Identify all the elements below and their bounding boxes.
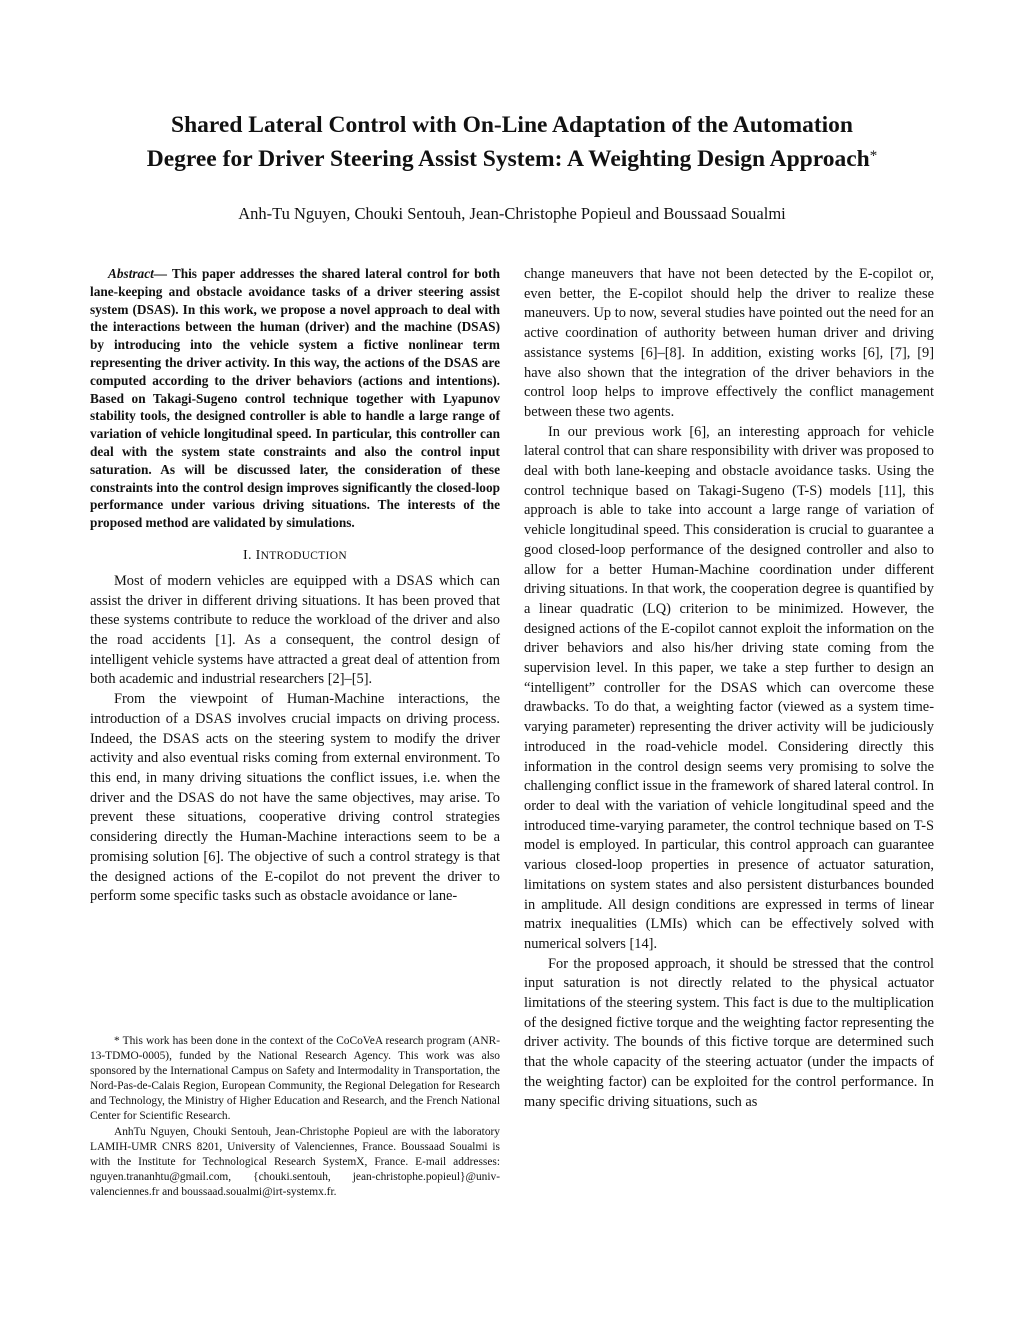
intro-paragraph-2: From the viewpoint of Human-Machine interactions, the introduction of a DSAS involves crucial impacts on driving process. Indeed, the DSAS acts on the steering system to modify the driver activity and also eventual risks coming from external environment. To this end, in many driving situations the conflict issues, i.e. when the driver and the DSAS do not have the same objectives, may arise. To prevent these situations, cooperative driving control strategies considering directly the Human-Machine interactions seem to be a promising solution [6]. The objective of such a control strategy is that the designed actions of the E-copilot do not prevent the driver to perform some specific tasks such as obstacle avoidance or lane- xyxy=(90,691,500,905)
footnote-affiliations: AnhTu Nguyen, Chouki Sentouh, Jean-Christophe Popieul are with the laboratory LAMIH-UMR CNRS 8201, University of Valenciennes, France. Boussaad Soualmi is with the Institute for Technological Research SystemX, France. E-mail addresses: nguyen.trananhtu@gmail.com, {chouki.sentouh, jean-christophe.popieul}@univ-valenciennes.fr and boussaad.soualmi@irt-systemx.fr. xyxy=(90,1125,500,1198)
author-list: Anh-Tu Nguyen, Chouki Sentouh, Jean-Christophe Popieul and Boussaad Soualmi xyxy=(238,204,786,223)
section-heading-introduction xyxy=(90,548,500,564)
title-line-2-text: Degree for Driver Steering Assist System: A Weighting Design Approach xyxy=(146,146,870,172)
abstract-label: Abstract— xyxy=(108,266,168,281)
title-line-2 xyxy=(60,141,964,175)
footnote-funding: * This work has been done in the context of the CoCoVeA research program (ANR-13-TDMO-0005), funded by the National Research Agency. This work was also sponsored by the International Campus on Safety and Intermodality in Transportation, the Nord-Pas-de-Calais Region, European Community, the Regional Delegation for Research and Technology, the Ministry of Higher Education and Research, and the French National Center for Scientific Research. xyxy=(90,1035,500,1123)
section-title-rest: NTRODUCTION xyxy=(260,549,347,562)
title-footnote-mark: * xyxy=(869,148,878,164)
intro-paragraph-4: For the proposed approach, it should be stressed that the control input saturation is not directly related to the physical actuator limitations of the steering system. This fact is due to the multiplication of the designed fictive torque and the weighting factor representing the driver activity. The bounds of this fictive torque are determined such that the whole capacity of the steering actuator (under the impacts of the weighting factor) can be exploited for the control performance. In many specific driving situations, such as xyxy=(524,955,934,1110)
abstract xyxy=(90,265,500,532)
left-column xyxy=(90,265,500,907)
intro-paragraph-1: Most of modern vehicles are equipped with a DSAS which can assist the driver in different driving situations. It has been proved that these systems contribute to reduce the workload of the driver and also the road accidents [1]. As a consequent, the control design of intelligent vehicle systems have attracted a great deal of attention from both academic and industrial researchers [2]–[5]. xyxy=(90,572,500,688)
footnotes xyxy=(90,1034,500,1200)
abstract-text: This paper addresses the shared lateral control for both lane-keeping and obstacle avoidance tasks of a driver steering assist system (DSAS). In this work, we propose a novel approach to deal with the interactions between the human (driver) and the machine (DSAS) by introducing into the vehicle system a fictive nonlinear term representing the driver activity. In this way, the actions of the DSAS are computed according to the driver behaviors (actions and intentions). Based on Takagi-Sugeno control technique together with Lyapunov stability tools, the designed controller is able to handle a large range of variation of vehicle longitudinal speed. In particular, this controller can deal with the system state constraints and also the control input saturation. As will be discussed later, the consideration of these constraints into the control design improves significantly the closed-loop performance under various driving situations. The interests of the proposed method are validated by simulations. xyxy=(90,266,500,531)
section-number: I. xyxy=(243,547,252,563)
intro-paragraph-3: In our previous work [6], an interesting approach for vehicle lateral control that can share responsibility with driver was proposed to deal with both lane-keeping and obstacle avoidance tasks. Using the control technique based on Takagi-Sugeno (T-S) models [11], this approach is able to take into account a large range of variation of vehicle longitudinal speed. This consideration is crucial to guarantee a good closed-loop performance of the designed controller and also to allow for a better Human-Machine coordination under different driving situations. In that work, the cooperation degree is quantified by a linear quadratic (LQ) criterion to be minimized. However, the designed actions of the E-copilot cannot exploit the information on the driver behaviors and also his/her driving state coming from the supervision level. In this paper, we take a step further to design an “intelligent” controller for the DSAS which can overcome these drawbacks. To do that, a weighting factor (viewed as a system time-varying parameter) representing the driver activity will be judiciously introduced in the road-vehicle model. Considering directly this information in the control design seems very promising to solve the challenging conflict issue in the framework of shared lateral control. In order to deal with the variation of vehicle longitudinal speed and the introduced time-varying parameter, the control technique based on T-S model is employed. In particular, this control approach can guarantee various closed-loop properties in presence of actuator saturation, limitations on system states and also persistent disturbances bounded in amplitude. All design conditions are expressed in terms of linear matrix inequalities (LMIs) which can be effectively solved with numerical solvers [14]. xyxy=(524,423,934,952)
section-title-initial: I xyxy=(255,547,261,563)
title-line-1: Shared Lateral Control with On-Line Adaptation of the Automation xyxy=(171,112,853,138)
paper-title xyxy=(60,110,964,175)
intro-paragraph-2-continued: change maneuvers that have not been detected by the E-copilot or, even better, the E-copilot should help the driver to realize these maneuvers. Up to now, several studies have pointed out the need for an active coordination of authority between human driver and driving assistance systems [6]–[8]. In addition, existing works [6], [7], [9] have also shown that the integration of the driver behaviors in the control loop helps to improve effectively the conflict management between these two agents. xyxy=(524,266,934,420)
right-column xyxy=(524,265,934,1112)
